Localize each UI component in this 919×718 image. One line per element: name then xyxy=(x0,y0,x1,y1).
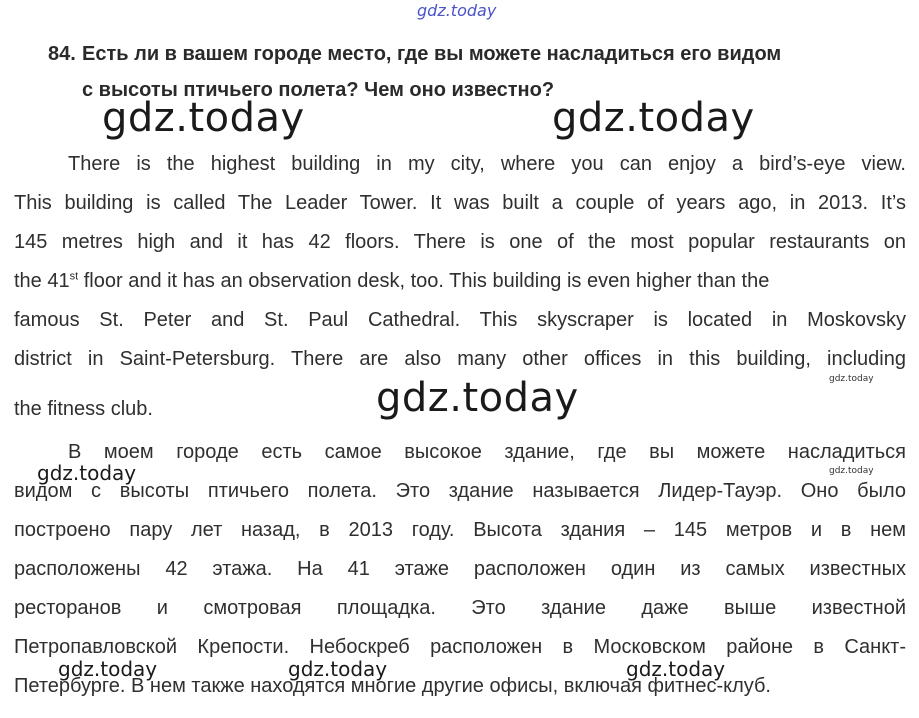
question-line-2: с высоты птичьего полета? Чем оно известно? xyxy=(82,79,555,101)
english-line: This building is called The Leader Tower. It was built a couple of years ago, in 2013. It’s xyxy=(14,192,906,214)
english-line xyxy=(14,262,906,301)
watermark-tiny: gdz.today xyxy=(829,374,874,384)
russian-line: Петропавловской Крепости. Небоскреб расположен в Московском районе в Санкт- xyxy=(14,636,906,658)
russian-line: расположены 42 этажа. На 41 этаже расположен один из самых известных xyxy=(14,558,906,580)
english-line: district in Saint-Petersburg. There are also many other offices in this building, including xyxy=(14,348,906,370)
watermark-medium: gdz.today xyxy=(58,657,158,681)
russian-line: видом с высоты птичьего полета. Это здание называется Лидер-Тауэр. Оно было xyxy=(14,480,906,502)
watermark-medium: gdz.today xyxy=(37,461,137,485)
english-line: the fitness club. xyxy=(14,398,153,420)
watermark-large: gdz.today xyxy=(552,95,755,141)
english-line-4-end: floor and it has an observation desk, too. This building is even higher than the xyxy=(78,270,770,292)
russian-line: В моем городе есть самое высокое здание, где вы можете насладиться xyxy=(68,441,906,463)
russian-line: Петербурге. В нем также находятся многие другие офисы, включая фитнес-клуб. xyxy=(14,675,771,697)
watermark-medium: gdz.today xyxy=(626,657,726,681)
watermark-large: gdz.today xyxy=(376,375,579,421)
russian-line: построено пару лет назад, в 2013 году. Высота здания – 145 метров и в нем xyxy=(14,519,906,541)
watermark-medium: gdz.today xyxy=(288,657,388,681)
english-line: There is the highest building in my city, where you can enjoy a bird’s-eye view. xyxy=(68,153,906,175)
english-line-4-start: the 41 xyxy=(14,270,70,292)
question-line-1 xyxy=(48,36,913,72)
english-line: 145 metres high and it has 42 floors. There is one of the most popular restaurants on xyxy=(14,231,906,253)
english-answer xyxy=(14,145,906,427)
question-number: 84. xyxy=(48,43,76,65)
english-line: famous St. Peter and St. Paul Cathedral. This skyscraper is located in Moskovsky xyxy=(14,309,906,331)
watermark-top: gdz.today xyxy=(417,1,497,20)
question-text-1: Есть ли в вашем городе место, где вы можете насладиться его видом xyxy=(82,43,782,65)
russian-line: ресторанов и смотровая площадка. Это здание даже выше известной xyxy=(14,597,906,619)
russian-translation xyxy=(14,433,906,706)
question-heading xyxy=(48,36,913,108)
ordinal-suffix: st xyxy=(69,270,79,283)
watermark-large: gdz.today xyxy=(102,95,305,141)
watermark-tiny: gdz.today xyxy=(829,466,874,476)
